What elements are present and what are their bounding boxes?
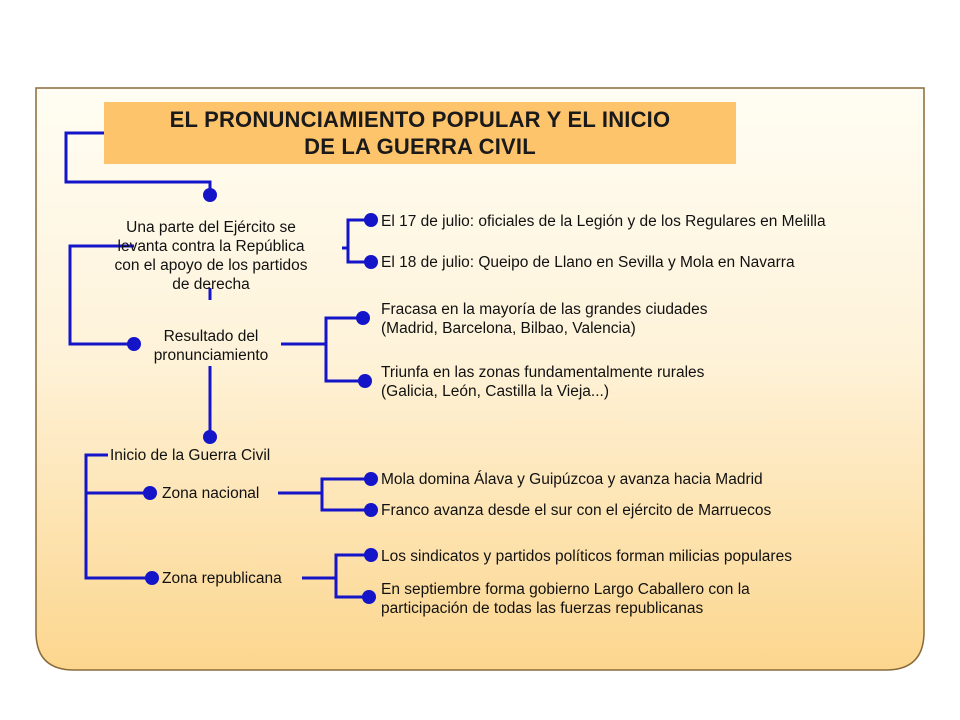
label-line: de derecha [172,276,250,293]
label-line: Los sindicatos y partidos políticos forman milicias populares [381,548,792,565]
leaf-triunfa [381,363,704,401]
label-line: con el apoyo de los partidos [114,257,308,274]
node-republicana-label: Zona republicana [162,570,282,587]
label-line: En septiembre forma gobierno Largo Caballero con la [381,581,750,598]
node-dot [145,571,159,585]
label-line: Una parte del Ejército se [126,219,296,236]
label-line: (Madrid, Barcelona, Bilbao, Valencia) [381,320,636,337]
node-dot [143,486,157,500]
node-dot [364,213,378,227]
leaf-largo-caballero [381,580,750,618]
label-line: (Galicia, León, Castilla la Vieja...) [381,383,610,400]
node-dot [203,188,217,202]
leaf-18-julio: El 18 de julio: Queipo de Llano en Sevilla y Mola en Navarra [381,254,795,271]
node-dot [127,337,141,351]
leaf-franco: Franco avanza desde el sur con el ejército de Marruecos [381,502,772,519]
label-line: Resultado del [163,328,259,345]
label-line: Triunfa en las zonas fundamentalmente rurales [381,364,705,381]
title-line-1: EL PRONUNCIAMIENTO POPULAR Y EL INICIO [169,107,671,132]
label-line: participación de todas las fuerzas republicanas [381,600,704,617]
title-box [104,102,736,164]
node-dot [364,503,378,517]
leaf-17-julio: El 17 de julio: oficiales de la Legión y de los Regulares en Melilla [381,213,826,230]
label-line: Fracasa en la mayoría de las grandes ciudades [381,301,708,318]
leaf-fracasa [381,300,708,338]
label-line: pronunciamiento [153,347,269,364]
title-line-2: DE LA GUERRA CIVIL [304,134,536,159]
label-line: levanta contra la República [117,238,305,255]
leaf-sindicatos [381,547,792,566]
node-resultado-label [140,327,282,365]
node-dot [364,255,378,269]
node-dot [356,311,370,325]
node-ejercito-label [86,218,336,294]
node-nacional-label: Zona nacional [162,485,260,502]
leaf-mola: Mola domina Álava y Guipúzcoa y avanza hacia Madrid [381,471,763,488]
node-dot [362,590,376,604]
node-dot [364,472,378,486]
node-dot [203,430,217,444]
node-dot [358,374,372,388]
node-inicio-label: Inicio de la Guerra Civil [110,447,271,464]
node-dot [364,548,378,562]
